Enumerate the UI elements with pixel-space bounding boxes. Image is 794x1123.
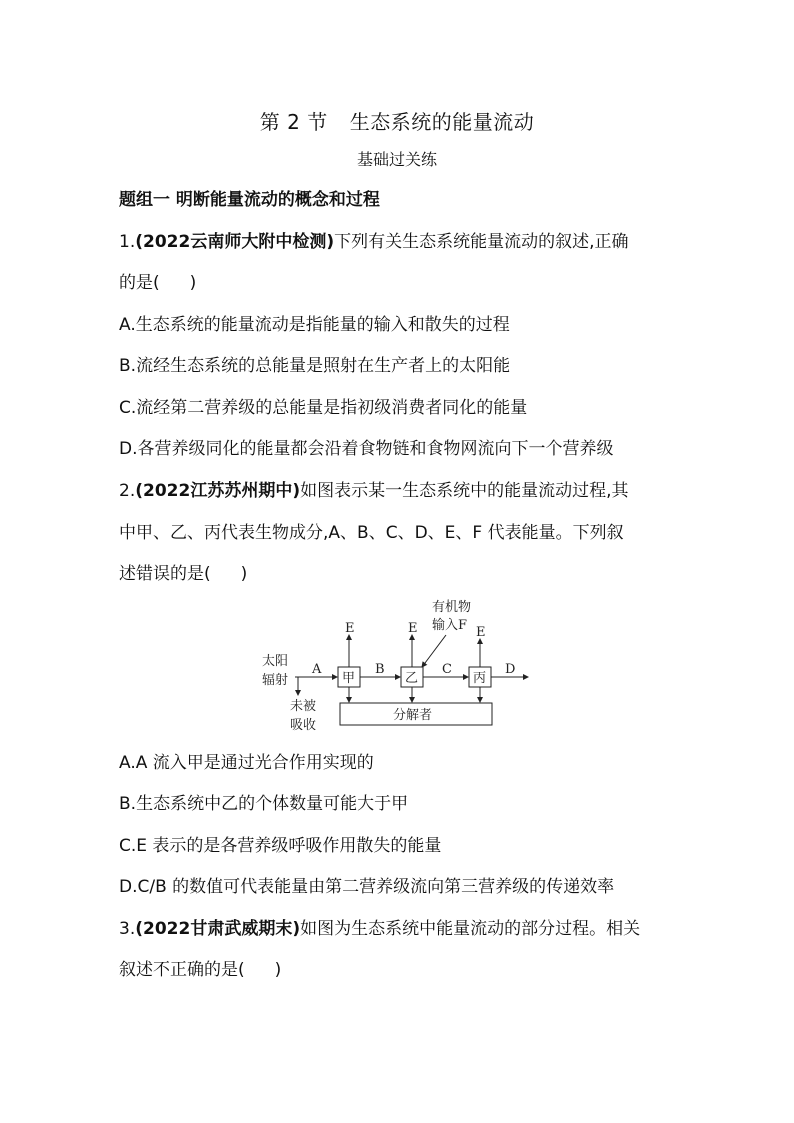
question-1-stem-line-1: 1.(2022云南师大附中检测)下列有关生态系统能量流动的叙述,正确 [119,232,629,252]
energy-c-label: C [442,662,452,677]
question-1-option-a[interactable]: A.生态系统的能量流动是指能量的输入和散失的过程 [119,315,510,335]
section-number: 第 2 节 [259,110,328,134]
energy-d-label: D [505,662,516,677]
unabsorbed-label-2: 吸收 [290,718,317,733]
page-title [0,106,794,135]
question-1-option-b[interactable]: B.流经生态系统的总能量是照射在生产者上的太阳能 [119,356,511,376]
energy-e-label-1: E [345,621,355,636]
energy-e-label-3: E [476,625,486,640]
organic-input-label-1: 有机物 [432,600,472,615]
sun-label-2: 辐射 [262,673,289,688]
question-2-source: 江苏苏州期中 [190,481,293,501]
secondary-consumer-label: 丙 [473,671,487,686]
energy-b-label: B [375,662,385,677]
producer-label: 甲 [342,671,356,686]
question-2-stem-line-2: 中甲、乙、丙代表生物成分,A、B、C、D、E、F 代表能量。下列叙 [119,523,624,543]
question-1-option-d[interactable]: D.各营养级同化的能量都会沿着食物链和食物网流向下一个营养级 [119,439,614,459]
question-3-stem-line-2: 叙述不正确的是( ) [119,960,282,980]
question-1-source: 云南师大附中检测 [190,232,327,252]
energy-flow-diagram [250,595,550,740]
energy-a-label: A [312,662,322,677]
energy-e-label-2: E [408,621,418,636]
question-group-heading: 题组一 明断能量流动的概念和过程 [119,190,380,210]
primary-consumer-label: 乙 [405,671,419,686]
page-subtitle: 基础过关练 [356,150,437,169]
question-2-option-d[interactable]: D.C/B 的数值可代表能量由第二营养级流向第三营养级的传递效率 [119,877,615,897]
decomposer-label: 分解者 [393,708,433,723]
unabsorbed-label-1: 未被 [290,699,317,714]
question-1-stem-line-2: 的是( ) [119,273,197,293]
section-name: 生态系统的能量流动 [349,110,535,134]
question-2-option-c[interactable]: C.E 表示的是各营养级呼吸作用散失的能量 [119,836,442,856]
question-3-source: 甘肃武威期末 [190,919,293,939]
question-2-option-b[interactable]: B.生态系统中乙的个体数量可能大于甲 [119,794,409,814]
question-2-option-a[interactable]: A.A 流入甲是通过光合作用实现的 [119,753,374,773]
question-2-stem-line-1: 2.(2022江苏苏州期中)如图表示某一生态系统中的能量流动过程,其 [119,481,629,501]
question-1-option-c[interactable]: C.流经第二营养级的总能量是指初级消费者同化的能量 [119,398,528,418]
sun-label-1: 太阳 [262,654,289,669]
organic-input-label-2: 输入F [432,618,468,633]
question-2-stem-line-3: 述错误的是( ) [119,564,248,584]
question-3-stem-line-1: 3.(2022甘肃武威期末)如图为生态系统中能量流动的部分过程。相关 [119,919,641,939]
